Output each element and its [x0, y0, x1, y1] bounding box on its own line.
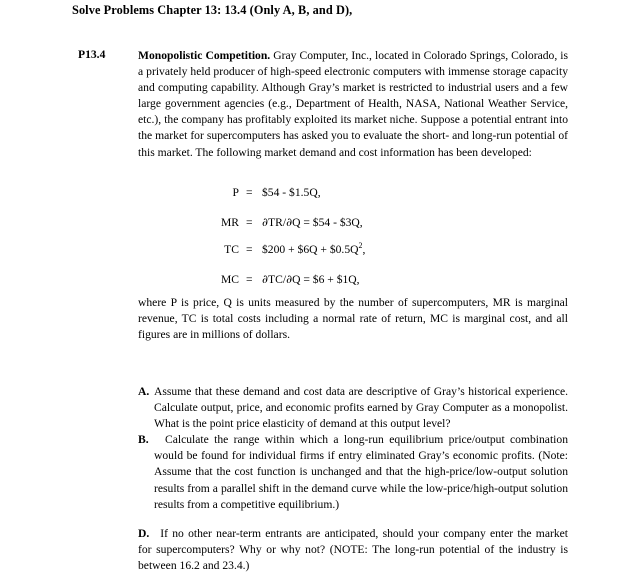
equation-rhs-price-text: $54 - $1.5Q, [262, 186, 321, 199]
question-part-d-letter: D. [138, 526, 150, 540]
equation-label-marginal-revenue: MR [220, 215, 239, 229]
equation-row-total-cost [78, 243, 568, 272]
partial-derivative-icon: ∂ [286, 271, 293, 286]
problem-intro-text: Gray Computer, Inc., located in Colorado Springs, Colorado, is a privately held producer of high-speed electronic computers with immense storage capacity and computing capability. Although Gray’s market is restricted to industrial users and a few large government agencies (e.g., Department of Health, NASA, National Weather Service, etc.), the company has profitably exploited its market niche. Suppose a potential entrant into the market for supercomputers has asked you to evaluate the short- and long-run potential of this market. The following market demand and cost information has been developed: [138, 49, 568, 159]
question-part-d [138, 526, 568, 574]
question-part-d-text: If no other near-term entrants are anticipated, should your company enter the market for supercomputers? Why or why not? (NOTE: The long-run potential of the industry is between 16.2 and 23.4.) [138, 526, 568, 572]
equation-tc-text: $200 + $6Q + $0.5Q [262, 243, 359, 256]
equation-label-total-cost: TC [224, 243, 239, 256]
problem-number: P13.4 [78, 48, 106, 61]
equation-row-price [78, 186, 568, 215]
equation-tc-exponent: 2 [358, 241, 363, 251]
question-part-b-text: Calculate the range within which a long-run equilibrium price/output combination would be found for individual firms if entry eliminated Gray’s economic profits. (Note: Assume that the cost function is unchanged and that the high-price/low-output solution results from a parallel shift in the demand curve while the low-price/high-output solution results from a competitive equilibrium.) [154, 433, 568, 511]
problem-intro-paragraph [138, 48, 568, 161]
equation-row-marginal-revenue [78, 215, 568, 244]
partial-derivative-icon: ∂ [286, 214, 293, 229]
equation-operator-total-cost: = [246, 243, 253, 256]
question-part-a-letter: A. [138, 385, 150, 398]
equation-mr-denominator: Q [292, 215, 301, 229]
equation-rhs-marginal-revenue: ∂TR/∂Q = $54 - $3Q, [262, 214, 363, 229]
equation-label-marginal-cost: MC [220, 272, 239, 286]
equation-mr-numerator: TR [268, 215, 283, 229]
equation-mc-denominator: Q [292, 272, 301, 286]
equation-rhs-price [262, 186, 321, 199]
equation-rhs-total-cost [262, 243, 365, 256]
equation-operator-marginal-revenue: = [246, 215, 253, 229]
variable-definitions-paragraph: where P is price, Q is units measured by the number of supercomputers, MR is marginal revenue, TC is total costs including a normal rate of return, MC is marginal cost, and all figures are in millions of dollars. [138, 296, 568, 342]
partial-derivative-icon: ∂ [262, 214, 268, 229]
question-part-a-text: Assume that these demand and cost data are descriptive of Gray’s historical experience. Calculate output, price, and economic profits earned by Gray Computer as a monopolist. What is the point price elasticity of demand at this output level? [154, 385, 568, 431]
problem-title: Monopolistic Competition. [138, 49, 271, 62]
equation-list [78, 186, 568, 300]
question-part-a [138, 384, 568, 432]
question-parts-list [138, 384, 568, 574]
equation-label-price: P [232, 186, 239, 199]
partial-derivative-icon: ∂ [262, 271, 268, 286]
equation-operator-price: = [246, 186, 253, 199]
equation-operator-marginal-cost: = [246, 272, 253, 286]
equation-mc-numerator: TC [268, 272, 283, 286]
equation-mr-result: = $54 - $3Q, [303, 215, 363, 229]
equation-mc-result: = $6 + $1Q, [303, 272, 360, 286]
question-part-b-letter: B. [138, 433, 149, 447]
document-heading: Solve Problems Chapter 13: 13.4 (Only A, B, and D), [72, 3, 353, 17]
equation-rhs-marginal-cost: ∂TC/∂Q = $6 + $1Q, [262, 271, 360, 286]
equation-tc-tail: , [362, 243, 366, 256]
question-part-b [138, 432, 568, 512]
problem-block [78, 48, 568, 161]
